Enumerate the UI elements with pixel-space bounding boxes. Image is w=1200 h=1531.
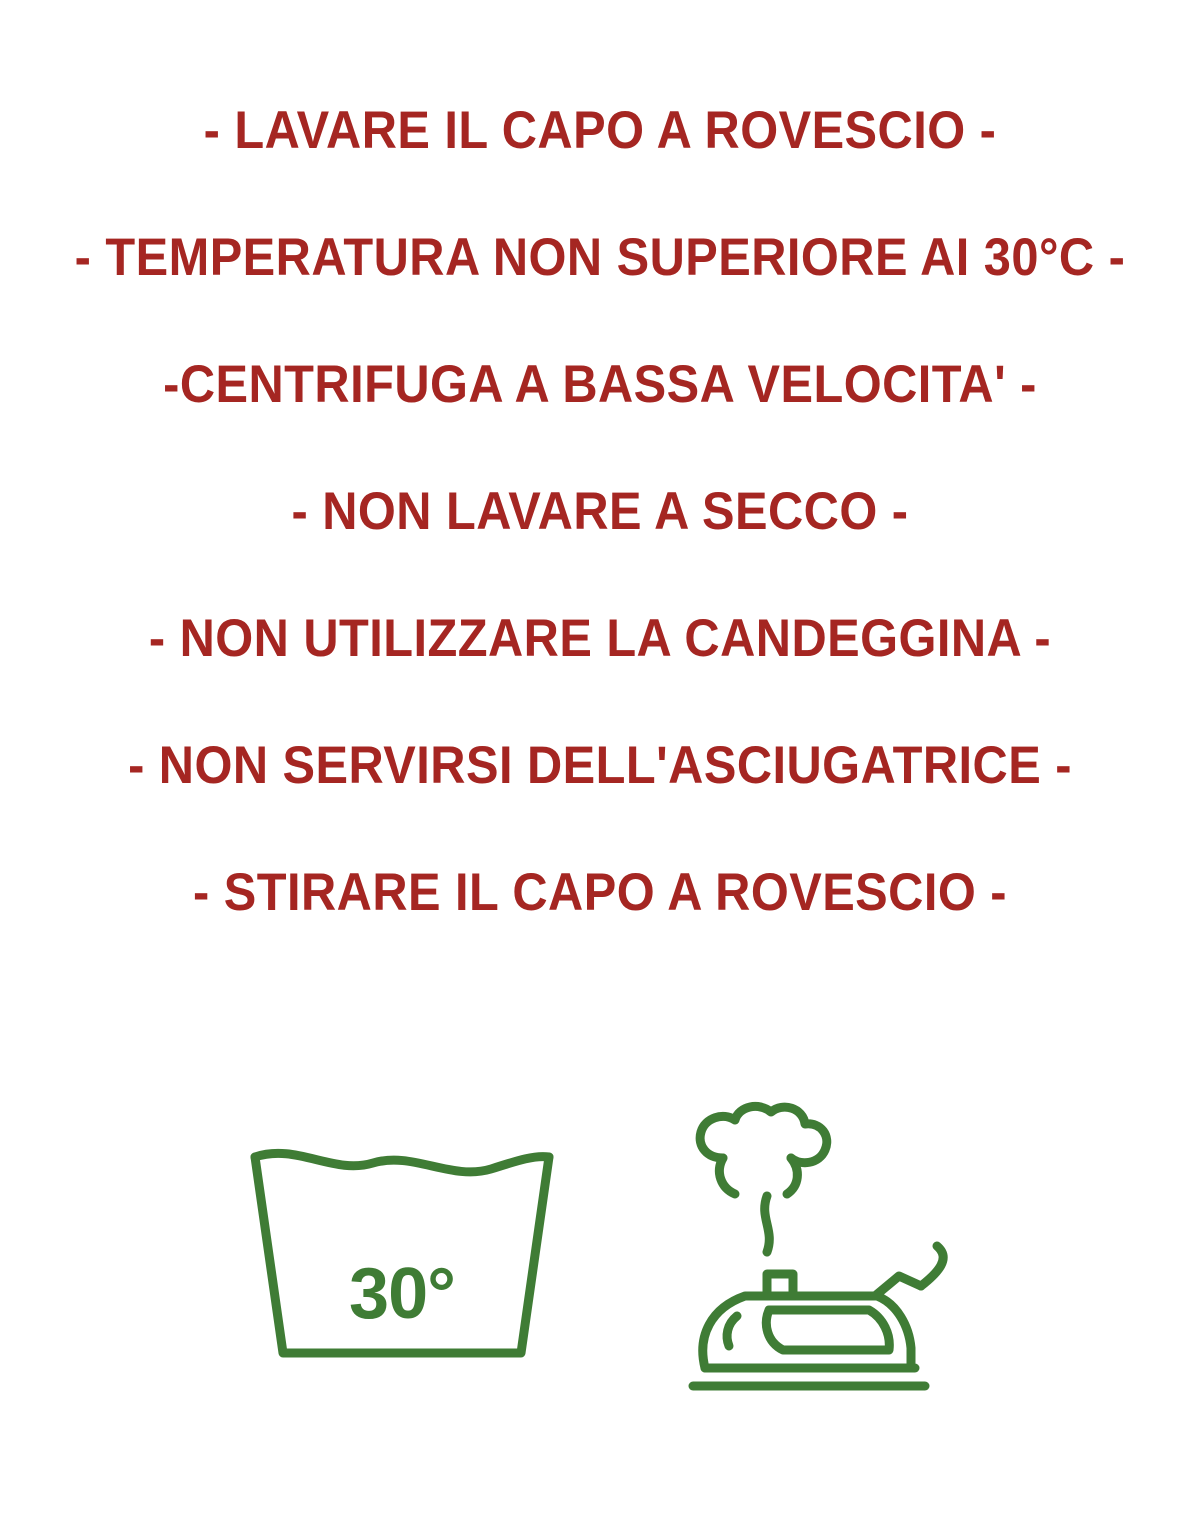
steam-iron-icon xyxy=(663,1100,963,1410)
wash-temperature-label: 30° xyxy=(349,1254,455,1334)
wash-tub-30-icon xyxy=(237,1135,567,1375)
instruction-line: - TEMPERATURA NON SUPERIORE AI 30°C - xyxy=(74,228,1126,287)
care-symbols-row xyxy=(0,1090,1200,1420)
instruction-line: - LAVARE IL CAPO A ROVESCIO - xyxy=(203,101,997,160)
instruction-line: - NON LAVARE A SECCO - xyxy=(291,482,909,541)
instruction-line: -CENTRIFUGA A BASSA VELOCITA' - xyxy=(163,355,1037,414)
instruction-line: - NON SERVIRSI DELL'ASCIUGATRICE - xyxy=(128,736,1072,795)
instruction-line: - NON UTILIZZARE LA CANDEGGINA - xyxy=(148,609,1052,668)
instruction-line: - STIRARE IL CAPO A ROVESCIO - xyxy=(193,863,1007,922)
